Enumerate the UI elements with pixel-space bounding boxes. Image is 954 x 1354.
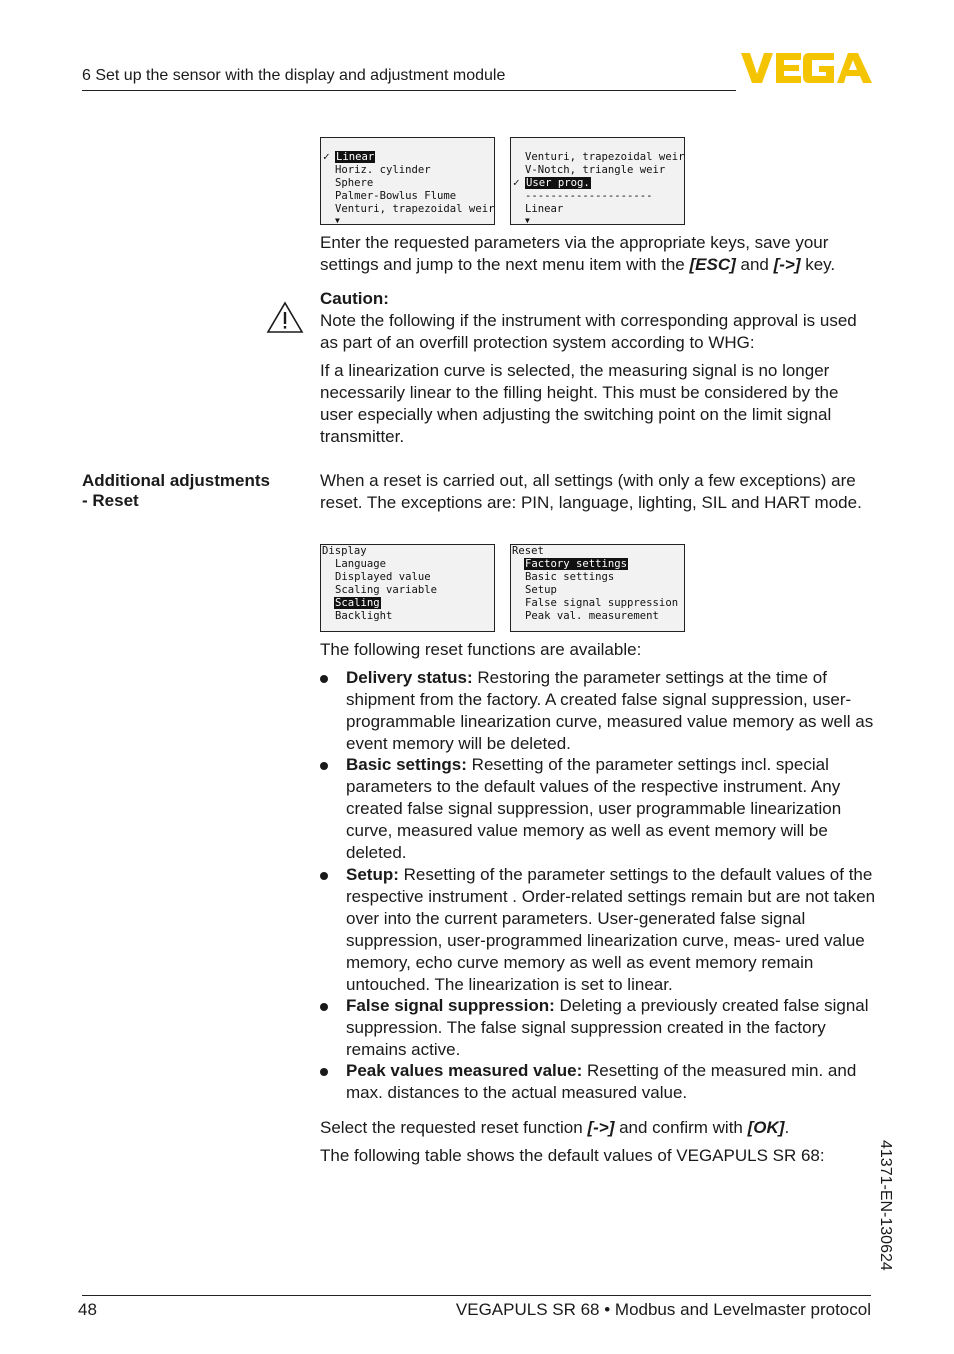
running-header: 6 Set up the sensor with the display and adjustment module: [82, 67, 506, 84]
document-id: 41371-EN-130624: [877, 1140, 894, 1271]
list-item: Delivery status: Restoring the parameter settings at the time of shipment from the factory. A created false signal suppression, user-programmable linearization curve, measured value memory as well as event memory will be deleted.: [320, 667, 876, 755]
lcd-separator: --------------------: [525, 190, 653, 202]
vega-logo: [741, 52, 872, 84]
functions-intro: The following reset functions are available:: [320, 640, 642, 659]
list-item: False signal suppression: Deleting a previously created false signal suppression. The false signal suppression created in the factory remains active.: [320, 995, 876, 1061]
enter-params-paragraph: Enter the requested parameters via the appropriate keys, save your settings and jump to the next menu item with the [ESC] and [->] key.: [320, 233, 836, 274]
footer-title: VEGAPULS SR 68 • Modbus and Levelmaster protocol: [455, 1300, 871, 1319]
list-item: Basic settings: Resetting of the parameter settings incl. special parameters to the default values of the respective instrument. Any created false signal suppression, user programmable linearization curve, measured value memory as well as event memory will be deleted.: [320, 754, 876, 864]
lcd-item-selected: Linear: [336, 151, 375, 163]
lcd-linearization-1: [320, 137, 495, 225]
reset-intro-paragraph: When a reset is carried out, all settings (with only a few exceptions) are reset. The exceptions are: PIN, language, lighting, SIL and HART mode.: [320, 471, 862, 512]
lcd-item: V-Notch, triangle weir: [525, 164, 666, 176]
bullet-icon: [320, 675, 328, 683]
caution-paragraph-1: Note the following if the instrument with corresponding approval is used as part of an overfill protection system according to WHG:: [320, 311, 857, 352]
scroll-down-icon: ▼: [525, 216, 530, 225]
lcd-item: Displayed value: [335, 571, 431, 583]
header-rule: [82, 90, 736, 91]
lcd-item: Language: [335, 558, 387, 570]
list-item: Setup: Resetting of the parameter settings to the default values of the respective instrument . Order-related settings remain but are not taken over into the current parameters. User-generated false signal suppression, user-programmed linearization curve, meas- ured value memory, echo curve memory as well as event memory remain untouched. The linearization is set to linear.: [320, 864, 876, 996]
lcd-item: Venturi, trapezoidal weir: [525, 151, 685, 163]
lcd-display-menu: [320, 544, 495, 632]
lcd-item-selected: Factory settings: [525, 558, 628, 570]
lcd-item: Horiz. cylinder: [335, 164, 431, 176]
lcd-item: False signal suppression: [525, 597, 679, 609]
lcd-item: Setup: [525, 584, 557, 596]
lcd-item: Sphere: [335, 177, 374, 189]
lcd-item-selected: Scaling: [335, 597, 380, 609]
lcd-item: Scaling variable: [335, 584, 438, 596]
check-icon: ✓: [323, 150, 330, 163]
lcd-linearization-2: [510, 137, 685, 225]
lcd-item-selected: User prog.: [526, 177, 590, 189]
list-item: Peak values measured value: Resetting of the measured min. and max. distances to the actual measured value.: [320, 1060, 876, 1104]
lcd-item: Venturi, trapezoidal weir: [335, 203, 495, 215]
lcd-menu-title: Reset: [512, 545, 544, 557]
lcd-item: Palmer-Bowlus Flume: [335, 190, 457, 202]
table-intro: The following table shows the default values of VEGAPULS SR 68:: [320, 1146, 825, 1165]
warning-icon: [266, 301, 304, 334]
lcd-item: Backlight: [335, 610, 393, 622]
bullet-icon: [320, 762, 328, 770]
lcd-item: Peak val. measurement: [525, 610, 659, 622]
footer-rule: [82, 1295, 871, 1296]
lcd-reset-menu: [510, 544, 685, 632]
page-number: 48: [78, 1300, 97, 1319]
scroll-down-icon: ▼: [335, 216, 340, 225]
side-heading: Additional adjustments - Reset: [82, 471, 270, 510]
bullet-icon: [320, 1068, 328, 1076]
bullet-icon: [320, 872, 328, 880]
caution-title: Caution:: [320, 289, 389, 308]
caution-paragraph-2: If a linearization curve is selected, the measuring signal is no longer necessarily linear to the filling height. This must be considered by the user especially when adjusting the switching point on the limit signal transmitter.: [320, 361, 839, 446]
lcd-item: Basic settings: [525, 571, 615, 583]
lcd-menu-title: Display: [322, 545, 367, 557]
lcd-item: Linear: [525, 203, 564, 215]
select-paragraph: Select the requested reset function [->] and confirm with [OK].: [320, 1118, 790, 1137]
check-icon: ✓: [513, 176, 520, 189]
bullet-icon: [320, 1003, 328, 1011]
